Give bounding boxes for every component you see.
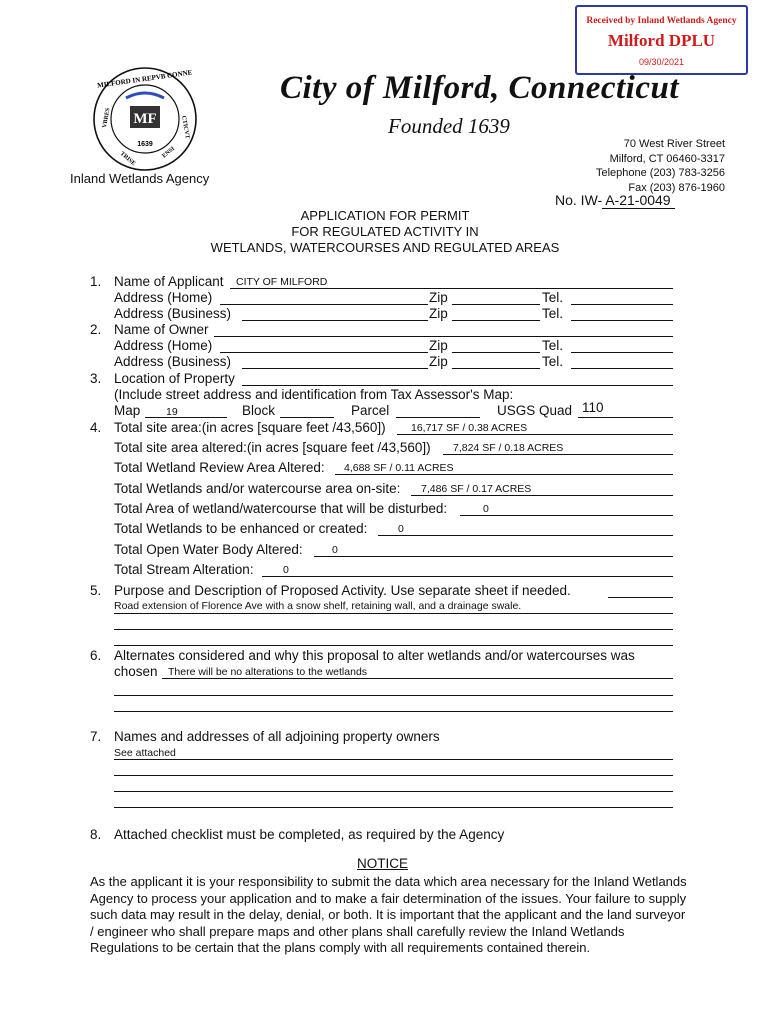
applicant-home-address-label: Address (Home) [114,290,213,305]
owner-home-address-label: Address (Home) [114,338,213,353]
item-number-7: 7. [90,729,102,744]
applicant-name-label: Name of Applicant [114,274,224,289]
purpose-line-2[interactable] [114,614,673,630]
wetlands-onsite-label: Total Wetlands and/or watercourse area on-site: [114,481,401,496]
usgs-quad-value: 110 [582,400,604,415]
map-label: Map [114,403,141,418]
purpose-line-3[interactable] [114,630,673,646]
item-number-5: 5. [90,583,102,598]
map-field[interactable] [145,402,227,418]
applicant-home-zip-label: Zip [429,290,448,305]
checklist-label: Attached checklist must be completed, as required by the Agency [114,827,505,842]
location-field[interactable] [242,370,673,386]
title-line-1: APPLICATION FOR PERMIT [300,208,470,223]
item-number-6: 6. [90,648,102,663]
agency-name: Inland Wetlands Agency [70,171,210,186]
applicant-business-address-label: Address (Business) [114,306,232,321]
city-title: City of Milford, Connecticut [280,70,680,106]
enhanced-field[interactable] [378,520,673,536]
address-city: Milford, CT 06460-3317 [609,152,725,165]
block-field[interactable] [280,402,334,418]
review-area-value: 4,688 SF / 0.11 ACRES [344,462,454,474]
svg-text:VBRES: VBRES [102,107,112,129]
review-area-label: Total Wetland Review Area Altered: [114,460,325,475]
owner-business-zip-label: Zip [429,354,448,369]
site-area-value: 16,717 SF / 0.38 ACRES [411,422,528,434]
applicant-home-address-field[interactable] [220,289,428,305]
map-value: 19 [166,406,178,418]
svg-text:MF: MF [133,111,157,127]
site-altered-value: 7,824 SF / 0.18 ACRES [453,442,564,454]
adjoining-owners-line-3[interactable] [114,776,673,792]
title-line-3: WETLANDS, WATERCOURSES AND REGULATED AREAS [210,240,560,255]
owner-home-address-field[interactable] [220,337,428,353]
enhanced-value: 0 [398,523,404,535]
received-stamp [575,5,748,75]
owner-business-tel-field[interactable] [571,353,673,369]
location-note: (Include street address and identification from Tax Assessor's Map: [114,387,514,402]
owner-home-zip-field[interactable] [452,337,540,353]
open-water-label: Total Open Water Body Altered: [114,542,303,557]
item-number-2: 2. [90,322,102,337]
agency-address [560,137,725,195]
adjoining-owners-label: Names and addresses of all adjoining property owners [114,729,440,744]
applicant-business-tel-field[interactable] [571,305,673,321]
applicant-business-address-field[interactable] [242,305,428,321]
title-line-2: FOR REGULATED ACTIVITY IN [291,224,479,239]
applicant-home-tel-field[interactable] [571,289,673,305]
open-water-value: 0 [332,544,338,556]
disturbed-area-label: Total Area of wetland/watercourse that will be disturbed: [114,501,448,516]
applicant-name-value: CITY OF MILFORD [236,276,328,288]
application-title [185,208,585,256]
disturbed-area-value: 0 [483,503,489,515]
owner-business-address-label: Address (Business) [114,354,232,369]
stream-alteration-value: 0 [283,564,289,576]
stamp-office: Milford DPLU [607,31,716,50]
adjoining-owners-line-1[interactable] [114,744,673,760]
item-number-4: 4. [90,420,102,435]
owner-home-tel-field[interactable] [571,337,673,353]
owner-business-zip-field[interactable] [452,353,540,369]
item-number-8: 8. [90,827,102,842]
purpose-field-inline[interactable] [608,582,673,598]
parcel-label: Parcel [351,403,390,418]
owner-business-tel-label: Tel. [542,354,564,369]
app-no-label: No. IW- [555,192,603,208]
alternates-line-3[interactable] [114,696,673,712]
purpose-value: Road extension of Florence Ave with a snow shelf, retaining wall, and a drainage swale. [114,600,522,612]
site-altered-label: Total site area altered:(in acres [square feet /43,560]) [114,440,431,455]
owner-business-address-field[interactable] [242,353,428,369]
location-label: Location of Property [114,371,235,386]
applicant-home-zip-field[interactable] [452,289,540,305]
adjoining-owners-value: See attached [114,747,176,759]
stamp-received-by: Received by Inland Wetlands Agency [586,16,737,26]
wetlands-onsite-value: 7,486 SF / 0.17 ACRES [421,483,532,495]
applicant-business-tel-label: Tel. [542,306,564,321]
owner-name-field[interactable] [214,321,673,337]
svg-text:ENSI: ENSI [161,145,177,160]
parcel-field[interactable] [396,402,480,418]
disturbed-area-field[interactable] [460,500,673,516]
owner-home-tel-label: Tel. [542,338,564,353]
enhanced-label: Total Wetlands to be enhanced or created: [114,521,368,536]
chosen-label: chosen [114,664,158,679]
founded-year: Founded 1639 [388,114,510,138]
purpose-label: Purpose and Description of Proposed Activity. Use separate sheet if needed. [114,583,571,598]
stamp-date: 09/30/2021 [638,57,685,67]
adjoining-owners-line-4[interactable] [114,792,673,808]
svg-text:CTICVT: CTICVT [180,115,190,140]
svg-text:1639: 1639 [137,141,153,148]
site-area-label: Total site area:(in acres [square feet /43,560]) [114,420,386,435]
svg-text:MILFORD IN REPVB CONNE: MILFORD IN REPVB CONNE [96,68,193,90]
adjoining-owners-line-2[interactable] [114,760,673,776]
chosen-value: There will be no alterations to the wetlands [168,666,368,678]
open-water-field[interactable] [314,541,673,557]
stream-alteration-field[interactable] [262,561,673,577]
item-number-3: 3. [90,371,102,386]
city-seal-logo [92,66,198,172]
stream-alteration-label: Total Stream Alteration: [114,562,254,577]
owner-name-label: Name of Owner [114,322,209,337]
svg-text:TRISE: TRISE [118,150,137,168]
applicant-business-zip-field[interactable] [452,305,540,321]
app-no-value[interactable]: A-21-0049 [602,192,675,209]
address-street: 70 West River Street [623,138,725,150]
application-number [555,192,675,209]
address-fax: Fax (203) 876-1960 [628,181,725,194]
notice-title: NOTICE [357,856,409,871]
applicant-home-tel-label: Tel. [542,290,564,305]
item-number-1: 1. [90,274,102,289]
alternates-line-2[interactable] [114,680,673,696]
block-label: Block [242,403,276,418]
address-telephone: Telephone (203) 783-3256 [595,167,725,179]
notice-body: As the applicant it is your responsibility to submit the data which area necessary for the Inland Wetlands Agency to process your application and to make a fair determination of the issues. Your failure to supply such data may result in the delay, denial, or both. It is important that the applicant and the land surveyor / engineer who shall prepare maps and other plans shall carefully review the Inland Wetlands Regulations to be certain that the plans comply with all requirements contained therein. [90,874,687,955]
usgs-quad-label: USGS Quad [497,403,573,418]
alternates-label: Alternates considered and why this proposal to alter wetlands and/or watercourses was [114,648,635,663]
applicant-business-zip-label: Zip [429,306,448,321]
owner-home-zip-label: Zip [429,338,448,353]
